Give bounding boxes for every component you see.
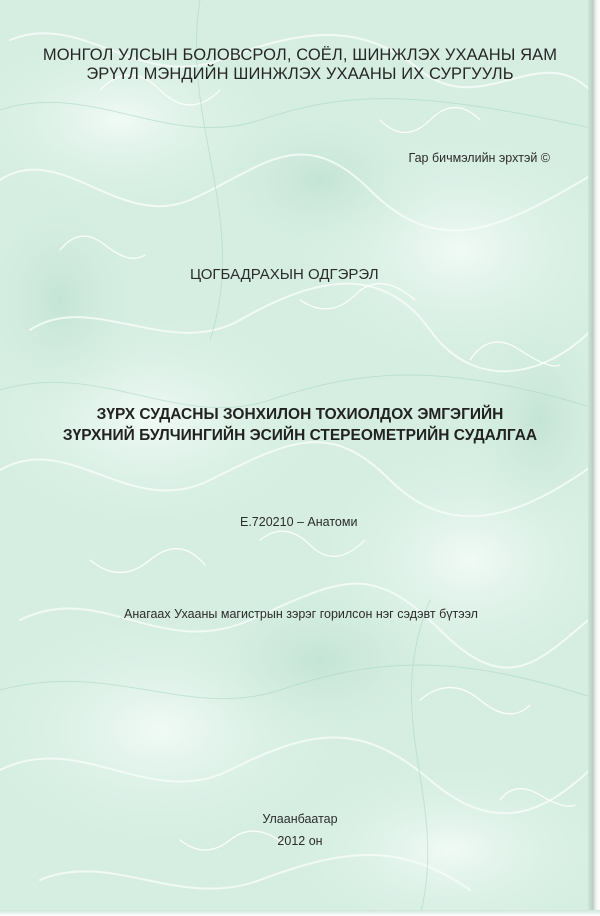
thesis-title-line-2: ЗҮРХНИЙ БУЛЧИНГИЙН ЭСИЙН СТЕРЕОМЕТРИЙН СУДАЛГАА <box>62 427 538 444</box>
place-and-year <box>0 808 600 852</box>
scanned-page-bottom-edge <box>0 910 600 916</box>
manuscript-rights-note: Гар бичмэлийн эрхтэй © <box>408 151 550 165</box>
thesis-title-line-1: ЗҮРХ СУДАСНЫ ЗОНХИЛОН ТОХИОЛДОХ ЭМГЭГИЙН <box>96 406 504 423</box>
ministry-heading <box>0 46 600 84</box>
thesis-title <box>0 404 600 446</box>
publication-year: 2012 он <box>277 834 323 848</box>
ministry-line-2: ЭРҮҮЛ МЭНДИЙН ШИНЖЛЭХ УХААНЫ ИХ СУРГУУЛЬ <box>86 65 514 83</box>
scanned-page-edge <box>588 0 600 916</box>
author-name: ЦОГБАДРАХЫН ОДГЭРЭЛ <box>190 266 379 283</box>
specialty-code: Е.720210 – Анатоми <box>240 515 358 529</box>
ministry-line-1: МОНГОЛ УЛСЫН БОЛОВСРОЛ, СОЁЛ, ШИНЖЛЭХ УХААНЫ ЯАМ <box>42 46 558 64</box>
degree-statement: Анагаах Ухааны магистрын зэрэг горилсон нэг сэдэвт бүтээл <box>124 607 478 621</box>
city-name: Улаанбаатар <box>262 812 338 826</box>
